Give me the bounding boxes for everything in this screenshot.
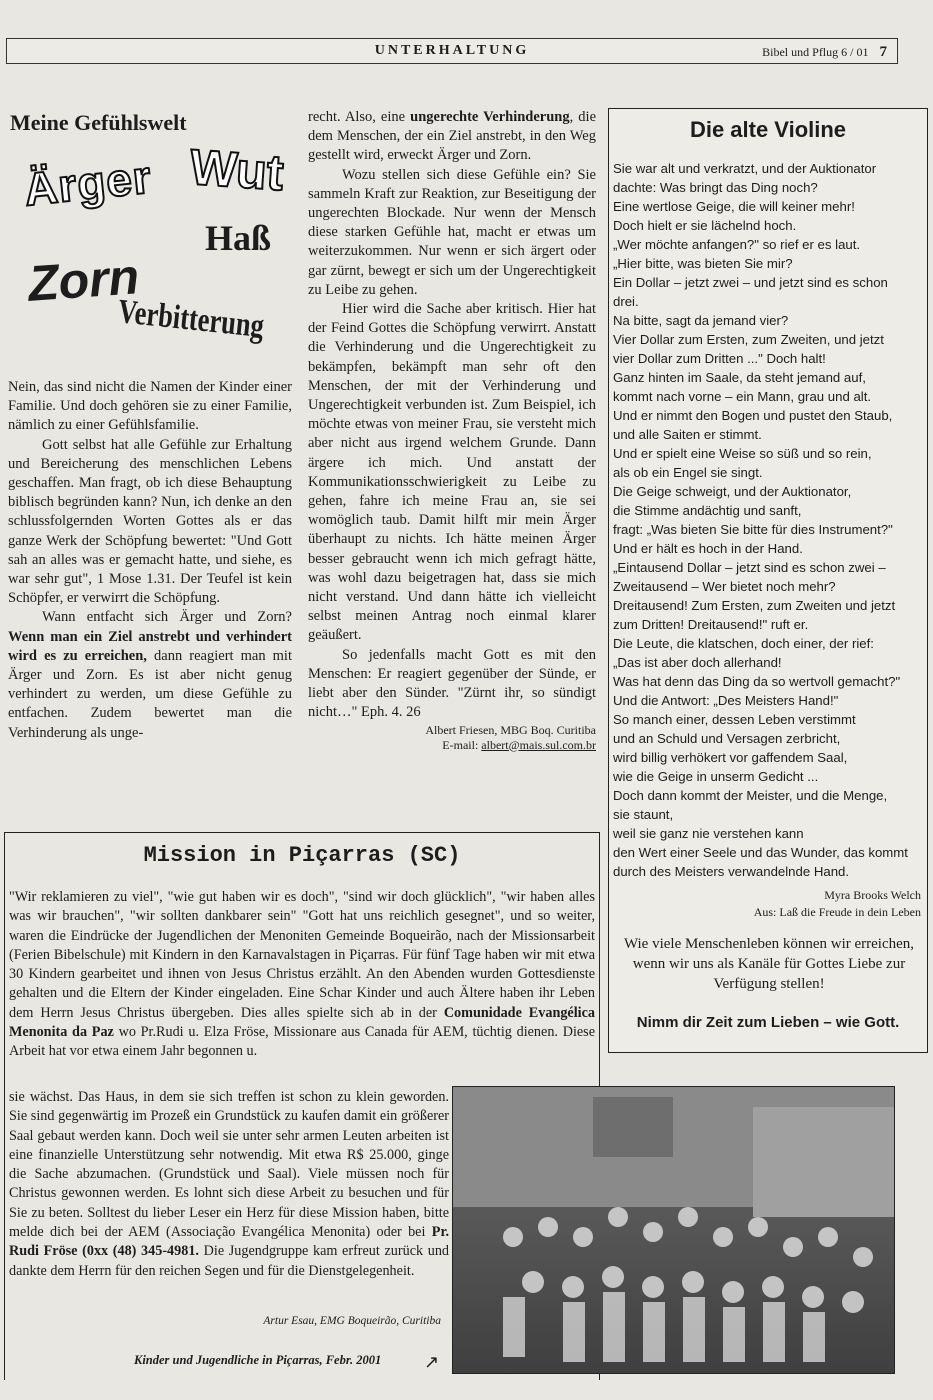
page-number: 7	[879, 44, 887, 60]
issue-label: 6 / 01	[841, 45, 869, 59]
poem-line: Ganz hinten im Saale, da steht jemand auf,	[613, 370, 866, 385]
email-link[interactable]: albert@mais.sul.com.br	[481, 737, 596, 752]
paragraph-emphasis: ungerechte Verhinderung	[410, 109, 570, 125]
poem-text	[613, 159, 925, 881]
group-photo	[452, 1086, 895, 1374]
poem-line: und alle Saiten er stimmt.	[613, 427, 762, 442]
poem-line: sie staunt,	[613, 807, 674, 822]
poem-title: Die alte Violine	[689, 117, 847, 142]
publication-name: Bibel und Pflug	[762, 45, 839, 59]
deco-word-aerger: Ärger	[21, 150, 155, 216]
mission-paragraph: sie wächst. Das Haus, in dem sie sich treffen ist schon zu klein geworden. Sie sind gegenwärtig im Prozeß ein Grundstück zu kaufen damit ein größerer Saal gebaut werden kann. Doch weil sie unter sehr armen Leuten arbeiten ist eine finanzielle Unterstützung sehr notwendig. Mit etwa R$ 25.000, ginge die Sache abzumachen. (Grundstück und Saal). Viele müssen noch für Christus gewonnen werden. Es lohnt sich diese Arbeit zu besuchen und für Sie zu beten. Solltest du lieber Leser ein Herz für diese Mission haben, bitte melde dich bei der AEM (Associação Evangélica Menonita) oder bei	[9, 1089, 449, 1241]
poem-line: Und er nimmt den Bogen und pustet den Staub,	[613, 408, 893, 423]
poem-line: Und er spielt eine Weise so süß und so rein,	[613, 446, 872, 461]
photo-placeholder	[453, 1087, 894, 1373]
poem-line: Zweitausend – Wer bietet noch mehr?	[613, 579, 836, 594]
article-column-1	[8, 378, 292, 743]
article-title-gefuehlswelt: Meine Gefühlswelt	[10, 110, 187, 135]
poem-source: Aus: Laß die Freude in dein Leben	[753, 905, 921, 919]
article-email-line	[308, 738, 596, 753]
paragraph: Hier wird die Sache aber kritisch. Hier hat der Feind Gottes die Schöpfung verwirrt. Anstatt die Verhinderung und die Ungerechtigkeit zu bekämpfen, bekämpft man sehr oft den Menschen, der mit der Verhinderung und Ungerechtigkeit verbunden ist. Zum Beispiel, ich möchte etwas von meiner Frau, sie versteht mich aber nicht aus irgend welchem Grunde. Dann ärgere ich mich. Und anstatt der Kommunikationsschwierigkeit zu Leibe zu gehen, fahre ich meine Frau an, sie sei womöglich taub. Damit hilft mir mein Ärger überhaupt zu nichts. Ich hätte meinen Ärger besser gebraucht wenn ich mich gefragt hätte, was wohl dazu beigetragen hat, dass sie mich nicht verstand. Und dann hätte ich vielleicht selbst meinen Antrag noch einmal klarer geäußert.	[308, 301, 596, 644]
poem-line: vier Dollar zum Dritten ..." Doch halt!	[613, 351, 826, 366]
poem-line: kommt nach vorne – ein Mann, grau und alt.	[613, 389, 872, 404]
poem-line: Doch dann kommt der Meister, und die Menge,	[613, 788, 888, 803]
poem-box	[608, 108, 928, 1053]
poem-line: Was hat denn das Ding da so wertvoll gemacht?"	[613, 674, 901, 689]
paragraph-end: , die dem Menschen, der ein Ziel anstrebt, in den Weg gestellt wird, erweckt Ärger und Zorn.	[308, 109, 596, 164]
poem-author: Myra Brooks Welch	[824, 888, 921, 902]
paragraph	[308, 108, 596, 166]
caption-arrow-icon: ↗	[424, 1352, 440, 1372]
poem-line: wie die Geige in unserm Gedicht ...	[613, 769, 819, 784]
poem-line: Die Geige schweigt, und der Auktionator,	[613, 484, 852, 499]
mission-title: Mission in Piçarras (SC)	[143, 843, 461, 868]
poem-line: Sie war alt und verkratzt, und der Auktionator	[613, 161, 877, 176]
page-header	[6, 38, 898, 64]
poem-line: den Wert einer Seele und das Wunder, das kommt	[613, 845, 908, 860]
mission-paragraph: "Wir reklamieren zu viel", "wie gut haben wir es doch", "sind wir doch glücklich", "wir haben alles was wir brauchen", "wir sollten dankbarer sein" "Gott hat uns reichlich gesegnet", und so weiter, waren die Eindrücke der Jugendlichen der Menoniten Gemeinde Boqueirão, nach der Missionsarbeit (Ferien Bibelschule) mit Kindern in den Karnavalstagen in Piçarras. Für fünf Tage haben wir mit etwa 30 Kindern gearbeitet und ihnen von Jesus Christus erzählt. An den Abenden wurden Gottesdienste gehalten und die Eltern der Kinder eingeladen. Eine Schar Kinder und auch Ältere haben ihr Leben dem Herrn Jesus Christus übergeben. Dies alles spielte sich ab in der	[9, 889, 595, 1021]
poem-line: Eine wertlose Geige, die will keiner mehr!	[613, 199, 855, 214]
poem-line: weil sie ganz nie verstehen kann	[613, 826, 804, 841]
church-name: Comunidade Evangélica Menonita da Paz	[9, 1004, 596, 1041]
email-label: E-mail:	[442, 737, 479, 752]
mission-paragraph-end: wo Pr.Rudi u. Elza Fröse, Missionare aus Canada für AEM, tüchtig dienen. Diese Arbeit hat vor etwa einem Jahr begonnen u.	[9, 1024, 595, 1060]
poem-line: Und er hält es hoch in der Hand.	[613, 541, 803, 556]
paragraph-emphasis: Wenn man ein Ziel anstrebt und verhindert wird es zu erreichen,	[8, 628, 292, 664]
poem-line: „Wer möchte anfangen?" so rief er es laut.	[613, 237, 861, 252]
poem-line: Ein Dollar – jetzt zwei – und jetzt sind es schon	[613, 275, 888, 290]
article-author: Albert Friesen, MBG Boq. Curitiba	[425, 722, 596, 737]
poem-attribution	[754, 887, 921, 921]
article-column-2	[308, 108, 596, 753]
mission-author: Artur Esau, EMG Boqueirão, Curitiba	[263, 1315, 441, 1327]
deco-word-zorn: Zorn	[26, 248, 141, 312]
paragraph: Wozu stellen sich diese Gefühle ein? Sie sammeln Kraft zur Reaktion, zur Beseitigung der ungerechten Blockade. Nur wenn der Mensch diese starken Gefühle hat, macht er etwas um weiterzukommen. Nur wenn er sich ärgert oder gar zürnt, bewegt er sich um der Ungerechtigkeit zu Leibe zu gehen.	[308, 166, 596, 298]
paragraph-start: Wann entfacht sich Ärger und Zorn?	[42, 609, 292, 626]
mission-text-narrow	[9, 1088, 449, 1281]
poem-line: fragt: „Was bieten Sie bitte für dies Instrument?"	[613, 522, 893, 537]
paragraph-start: recht. Also, eine	[308, 109, 406, 125]
poem-line: Die Leute, die klatschen, doch einer, der rief:	[613, 636, 874, 651]
paragraph: Gott selbst hat alle Gefühle zur Erhaltung und Bereicherung des menschlichen Lebens geschaffen. Man fragt, ob ich diese Behauptung biblisch begründen kann? Nun, ich denke an den schlussfolgernden Worten Gottes als er das ganze Werk der Schöpfung bewertet: "Und Gott sah an alles was er gemacht hatte, und siehe, es war sehr gut", 1 Mose 1.31. Der Teufel ist kein Schöpfer, er verwirrt die Schöpfung.	[8, 436, 292, 607]
poem-line: drei.	[613, 294, 639, 309]
poem-line: als ob ein Engel sie singt.	[613, 465, 763, 480]
mission-paragraph-end: Die Jugendgruppe kam erfreut zurück und dankte dem Herrn für den reichen Segen und für die Dienstgelegenheit.	[9, 1243, 450, 1279]
poem-line: Dreitausend! Zum Ersten, zum Zweiten und jetzt	[613, 598, 896, 613]
poem-line: durch des Meisters verwandelnde Hand.	[613, 864, 850, 879]
deco-word-wut: Wut	[188, 138, 286, 202]
poem-motto: Nimm dir Zeit zum Lieben – wie Gott.	[636, 1014, 900, 1031]
deco-word-verbitterung: Verbitterung	[116, 293, 266, 346]
photo-caption: Kinder und Jugendliche in Piçarras, Febr. 2001	[134, 1353, 382, 1367]
poem-closing: Wie viele Menschenleben können wir erreichen, wenn wir uns als Kanäle für Gottes Liebe zur Verfügung stellen!	[623, 936, 915, 992]
poem-line: So manch einer, dessen Leben verstimmt	[613, 712, 856, 727]
poem-line: dachte: Was bringt das Ding noch?	[613, 180, 818, 195]
poem-line: und an Schuld und Versagen zerbricht,	[613, 731, 841, 746]
mission-text-full	[9, 888, 595, 1062]
paragraph: Nein, das sind nicht die Namen der Kinder einer Familie. Und doch gehören sie zu einer Familie, nämlich zu einer Gefühlsfamilie.	[8, 379, 292, 434]
poem-line: Und die Antwort: „Des Meisters Hand!"	[613, 693, 839, 708]
poem-line: Vier Dollar zum Ersten, zum Zweiten, und jetzt	[613, 332, 884, 347]
paragraph	[8, 608, 292, 742]
poem-line: Doch hielt er sie lächelnd hoch.	[613, 218, 797, 233]
deco-word-hass: Haß	[205, 218, 272, 258]
poem-line: zum Dritten! Dreitausend!" ruft er.	[613, 617, 809, 632]
section-title: UNTERHALTUNG	[374, 43, 530, 58]
poem-line: „Hier bitte, was bieten Sie mir?	[613, 256, 793, 271]
contact-info: Pr. Rudi Fröse (0xx (48) 345-4981.	[9, 1224, 450, 1260]
paragraph: So jedenfalls macht Gott es mit den Menschen: Er reagiert gegenüber der Sünde, er liebt aber den Sünder. "Zürnt ihr, so sündigt nicht…" Eph. 4. 26	[308, 646, 596, 721]
poem-line: „Eintausend Dollar – jetzt sind es schon zwei –	[613, 560, 886, 575]
paragraph-end: dann reagiert man mit Ärger und Zorn. Es ist aber nicht genug verhindert zu werden, um diese Gefühle zu entfachen. Zudem bewertet man die Verhinderung als unge-	[8, 647, 292, 741]
poem-line: die Stimme andächtig und sanft,	[613, 503, 802, 518]
poem-line: wird billig verhökert vor gaffendem Saal,	[613, 750, 848, 765]
poem-line: Na bitte, sagt da jemand vier?	[613, 313, 789, 328]
header-info	[762, 44, 887, 61]
poem-line: „Das ist aber doch allerhand!	[613, 655, 782, 670]
